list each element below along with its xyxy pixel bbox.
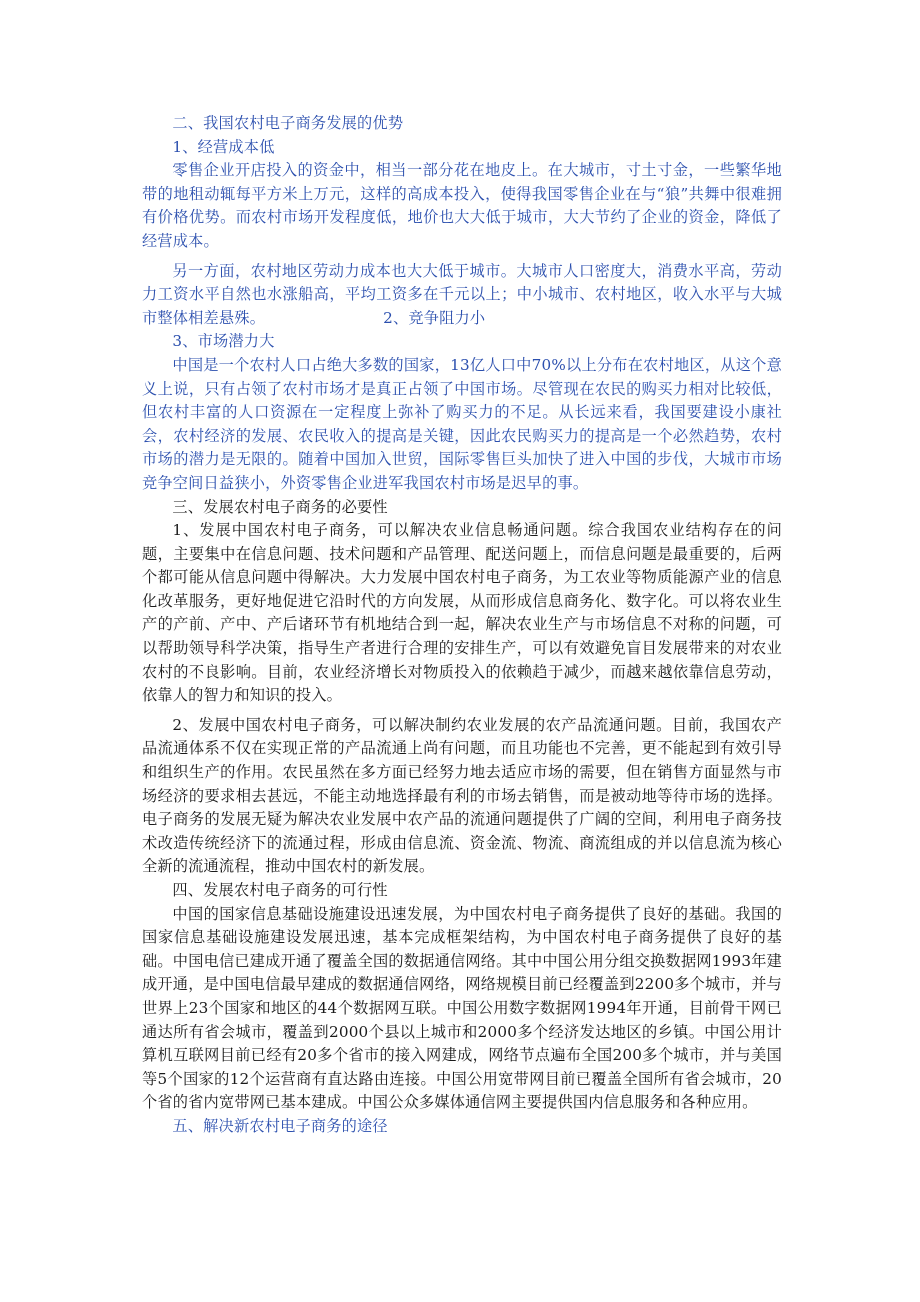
section-5-title: 五、解决新农村电子商务的途径 xyxy=(172,1116,388,1135)
subsection-1-paragraph-1: 零售企业开店投入的资金中，相当一部分花在地皮上。在大城市，寸土寸金，一些繁华地带的地租动辄每平方米上万元，这样的高成本投入，使得我国零售企业在与“狼”共舞中很难拥有价格优势。而农村市场开发程度低，地价也大大低于城市，大大节约了企业的资金，降低了经营成本。 xyxy=(142,161,782,250)
section-2-title: 二、我国农村电子商务发展的优势 xyxy=(172,114,404,132)
section-3-paragraph-1: 1、发展中国农村电子商务，可以解决农业信息畅通问题。综合我国农业结构存在的问题，主要集中在信息问题、技术问题和产品管理、配送问题上，而信息问题是最重要的，后两个都可能从信息问题中得解决。大力发展中国农村电子商务，为工农业等物质能源产业的信息化改革服务，更好地促进它沿时代的方向发展，从而形成信息商务化、数字化。可以将农业生产的产前、产中、产后诸环节有机地结合到一起，解决农业生产与市场信息不对称的问题，可以帮助领导科学决策，指导生产者进行合理的安排生产，可以有效避免盲目发展带来的对农业农村的不良影响。目前，农业经济增长对物质投入的依赖趋于减少，而越来越依靠信息劳动，依靠人的智力和知识的投入。 xyxy=(142,521,782,705)
section-4-paragraph-1: 中国的国家信息基础设施建设迅速发展，为中国农村电子商务提供了良好的基础。我国的国家信息基础设施建设发展迅速，基本完成框架结构，为中国农村电子商务提供了良好的基础。中国电信已建成开通了覆盖全国的数据通信网络。其中中国公用分组交换数据网1993年建成开通，是中国电信最早建成的数据通信网络，网络规模目前已经覆盖到2200多个城市，并与世界上23个国家和地区的44个数据网互联。中国公用数字数据网1994年开通，目前骨干网已通达所有省会城市，覆盖到2000个县以上城市和2000多个经济发达地区的乡镇。中国公用计算机互联网目前已经有20多个省市的接入网建成，网络节点遍布全国200多个城市，并与美国等5个国家的12个运营商有直达路由连接。中国公用宽带网目前已覆盖全国所有省会城市，20个省的省内宽带网已基本建成。中国公众多媒体通信网主要提供国内信息服务和各种应用。 xyxy=(142,904,782,1112)
section-3-paragraph-2: 2、发展中国农村电子商务，可以解决制约农业发展的农产品流通问题。目前，我国农产品流通体系不仅在实现正常的产品流通上尚有问题，而且功能也不完善，更不能起到有效引导和组织生产的作用。农民虽然在多方面已经努力地去适应市场的需要，但在销售方面显然与市场经济的要求相去甚远，不能主动地选择最有利的市场去销售，而是被动地等待市场的选择。电子商务的发展无疑为解决农业发展中农产品的流通问题提供了广阔的空间，利用电子商务技术改造传统经济下的流通过程，形成由信息流、资金流、物流、商流组成的并以信息流为核心全新的流通流程，推动中国农村的新发展。 xyxy=(142,715,782,876)
section-4-title: 四、发展农村电子商务的可行性 xyxy=(172,881,388,899)
subsection-1-paragraph-2 xyxy=(142,260,782,331)
subsection-1-title: 1、经营成本低 xyxy=(172,137,275,156)
subsection-2-title: 2、竞争阻力小 xyxy=(383,308,486,327)
subsection-1-paragraph-2-text: 另一方面，农村地区劳动力成本也大大低于城市。大城市人口密度大，消费水平高，劳动力工资水平自然也水涨船高，平均工资多在千元以上；中小城市、农村地区，收入水平与大城市整体相差悬殊。 xyxy=(142,261,782,327)
subsection-3-title: 3、市场潜力大 xyxy=(172,332,275,351)
document-body xyxy=(142,112,782,1139)
subsection-3-paragraph: 中国是一个农村人口占绝大多数的国家，13亿人口中70%以上分布在农村地区，从这个意义上说，只有占领了农村市场才是真正占领了中国市场。尽管现在农民的购买力相对比较低，但农村丰富的人口资源在一定程度上弥补了购买力的不足。从长远来看，我国要建设小康社会，农村经济的发展、农民收入的提高是关键，因此农民购买力的提高是一个必然趋势，农村市场的潜力是无限的。随着中国加入世贸，国际零售巨头加快了进入中国的步伐，大城市市场竞争空间日益狭小，外资零售企业进军我国农村市场是迟早的事。 xyxy=(142,355,782,492)
section-3-title: 三、发展农村电子商务的必要性 xyxy=(172,497,388,516)
